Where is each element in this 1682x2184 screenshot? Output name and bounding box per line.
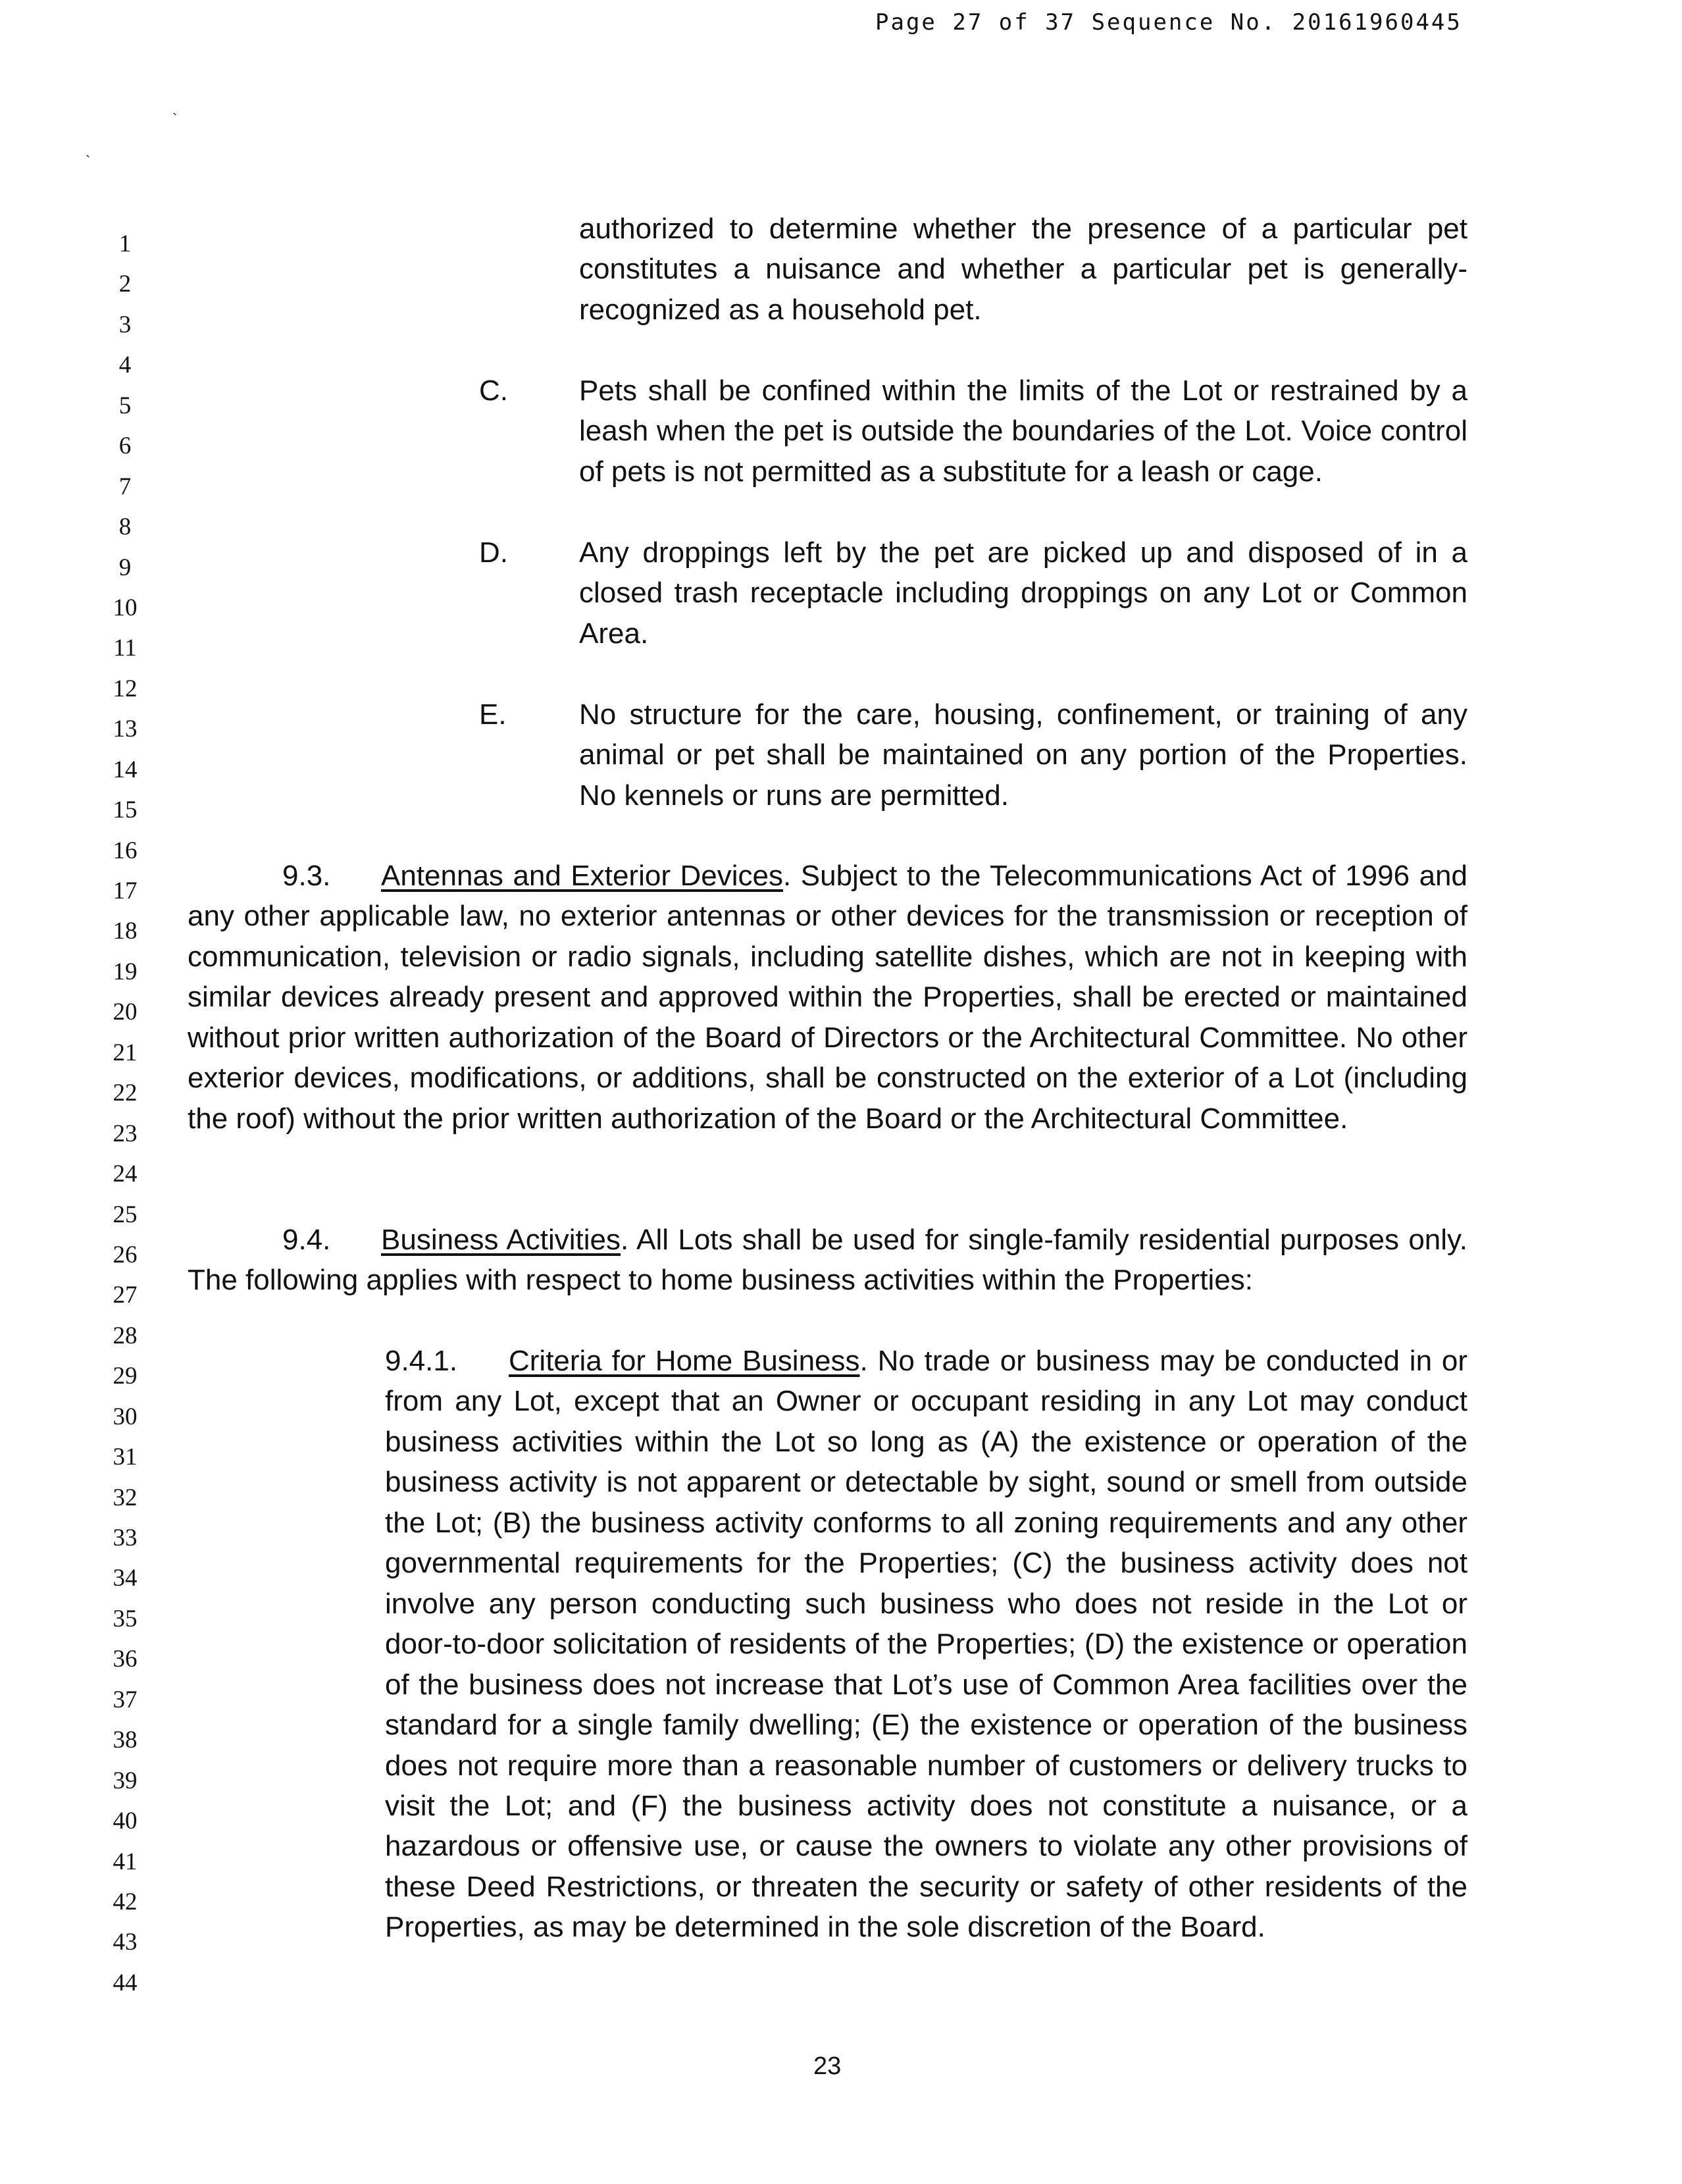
- item-d: [579, 533, 1467, 654]
- section-9-3-title: Antennas and Exterior Devices: [381, 860, 783, 892]
- line-number: 27: [113, 1282, 138, 1309]
- line-number: 44: [113, 1969, 138, 1996]
- line-number: 29: [113, 1363, 138, 1390]
- line-number: 37: [113, 1686, 138, 1713]
- section-9-4-1-title: Criteria for Home Business: [509, 1345, 860, 1377]
- line-number: 5: [118, 392, 132, 419]
- line-number: 23: [113, 1120, 138, 1147]
- line-number: 42: [113, 1888, 138, 1915]
- line-number: 30: [113, 1403, 138, 1430]
- line-number: 11: [113, 635, 137, 662]
- line-number: 16: [113, 837, 138, 864]
- page-number: 23: [813, 2052, 842, 2080]
- line-number: 21: [113, 1039, 138, 1066]
- line-number: 43: [113, 1929, 138, 1956]
- line-number-column: [105, 224, 145, 2003]
- line-number: 28: [113, 1322, 138, 1349]
- line-number: 24: [113, 1160, 138, 1188]
- line-number: 20: [113, 999, 138, 1026]
- line-number: 39: [113, 1767, 138, 1794]
- section-9-4-text: . All Lots shall be used for single-family residential purposes only. The following applies with respect to home business activities within the Properties:: [188, 1224, 1467, 1297]
- line-number: 7: [118, 473, 132, 500]
- section-9-4-1-number: 9.4.1.: [385, 1345, 458, 1377]
- line-number: 40: [113, 1807, 138, 1835]
- item-continuation-text: authorized to determine whether the presence of a particular pet constitutes a nuisance and whether a particular pet is generally-recognized as a household pet.: [579, 213, 1467, 326]
- section-9-4-title: Business Activities: [381, 1224, 621, 1256]
- item-d-letter: D.: [479, 536, 508, 569]
- section-9-3-number: 9.3.: [282, 860, 331, 892]
- section-9-4-1-text: . No trade or business may be conducted in or from any Lot, except that an Owner or occupant residing in any Lot may conduct business activities within the Lot so long as (A) the existence or operation of the business activity is not apparent or detectable by sight, sound or smell from outside the Lot; (B) the business activity conforms to all zoning requirements and any other governmental requirements for the Properties; (C) the business activity does not involve any person conducting such business who does not reside in the Lot or door-to-door solicitation of residents of the Properties; (D) the existence or operation of the business does not increase that Lot’s use of Common Area facilities over the standard for a single family dwelling; (E) the existence or operation of the business does not require more than a reasonable number of customers or delivery trucks to visit the Lot; and (F) the business activity does not constitute a nuisance, or a hazardous or offensive use, or cause the owners to violate any other provisions of these Deed Restrictions, or threaten the security or safety of other residents of the Properties, as may be determined in the sole discretion of the Board.: [385, 1345, 1467, 1944]
- page-header: Page 27 of 37 Sequence No. 20161960445: [875, 9, 1462, 36]
- line-number: 8: [118, 513, 132, 541]
- line-number: 17: [113, 877, 138, 904]
- line-number: 41: [113, 1848, 138, 1875]
- line-number: 1: [118, 230, 132, 257]
- line-number: 4: [118, 351, 132, 379]
- section-9-4-number: 9.4.: [282, 1224, 331, 1256]
- item-e-letter: E.: [479, 698, 507, 731]
- line-number: 31: [113, 1443, 138, 1471]
- line-number: 13: [113, 715, 138, 743]
- line-number: 15: [113, 796, 138, 824]
- line-number: 26: [113, 1241, 138, 1268]
- line-number: 32: [113, 1484, 138, 1511]
- line-number: 36: [113, 1646, 138, 1673]
- line-number: 9: [118, 554, 132, 581]
- item-e: [579, 694, 1467, 816]
- line-number: 34: [113, 1565, 138, 1592]
- stray-mark-b: `: [86, 153, 91, 169]
- line-number: 3: [118, 311, 132, 338]
- line-number: 22: [113, 1079, 138, 1107]
- item-d-text: Any droppings left by the pet are picked up and disposed of in a closed trash receptacle including droppings on any Lot or Common Area.: [579, 536, 1467, 650]
- section-9-4: [188, 1220, 1467, 1301]
- item-continuation: [579, 209, 1467, 330]
- item-e-text: No structure for the care, housing, confinement, or training of any animal or pet shall be maintained on any portion of the Properties. No kennels or runs are permitted.: [579, 698, 1467, 812]
- line-number: 35: [113, 1605, 138, 1632]
- item-c-text: Pets shall be confined within the limits of the Lot or restrained by a leash when the pet is outside the boundaries of the Lot. Voice control of pets is not permitted as a substitute for a leash or cage.: [579, 375, 1467, 488]
- line-number: 12: [113, 675, 138, 702]
- line-number: 14: [113, 756, 138, 783]
- item-c: [579, 371, 1467, 492]
- item-c-letter: C.: [479, 375, 508, 407]
- line-number: 2: [118, 271, 132, 298]
- line-number: 33: [113, 1524, 138, 1551]
- line-number: 38: [113, 1727, 138, 1754]
- section-9-4-1: [385, 1341, 1467, 1948]
- line-number: 18: [113, 918, 138, 945]
- section-9-3: [188, 856, 1467, 1139]
- line-number: 10: [113, 594, 138, 621]
- stray-mark-a: `: [172, 111, 178, 127]
- line-number: 25: [113, 1201, 138, 1228]
- line-number: 6: [118, 432, 132, 460]
- section-9-3-text: . Subject to the Telecommunications Act of 1996 and any other applicable law, no exterior antennas or other devices for the transmission or reception of communication, television or radio signals, including satellite dishes, which are not in keeping with similar devices already present and approved within the Properties, shall be erected or maintained without prior written authorization of the Board of Directors or the Architectural Committee. No other exterior devices, modifications, or additions, shall be constructed on the exterior of a Lot (including the roof) without the prior written authorization of the Board or the Architectural Committee.: [188, 860, 1467, 1135]
- line-number: 19: [113, 958, 138, 985]
